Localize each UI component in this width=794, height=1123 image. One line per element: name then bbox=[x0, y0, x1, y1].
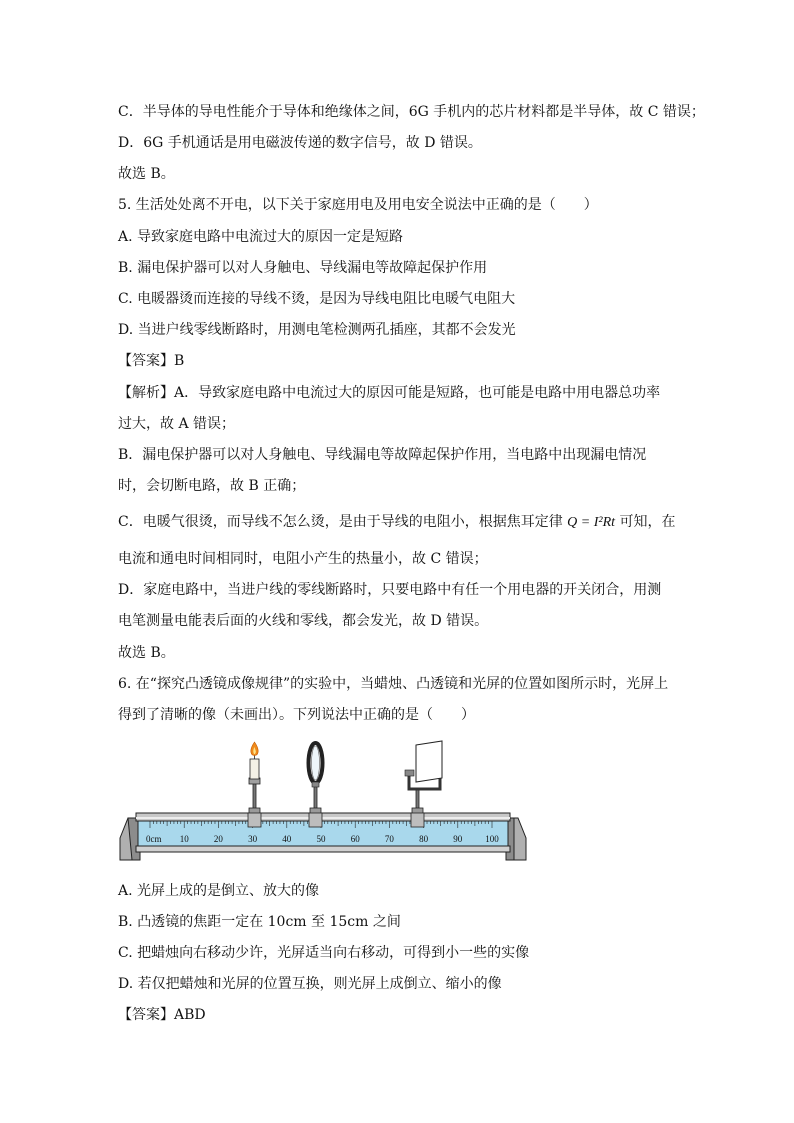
scale-label: 30 bbox=[248, 834, 258, 844]
scale-label: 90 bbox=[453, 834, 463, 844]
q5-explanation-line: 【解析】A．导致家庭电路中电流过大的原因可能是短路，也可能是电路中用电器总功率 bbox=[118, 385, 661, 401]
q6-option-a: A. 光屏上成的是倒立、放大的像 bbox=[118, 883, 320, 899]
scale-label: 70 bbox=[384, 834, 394, 844]
scale-label: 60 bbox=[350, 834, 360, 844]
scale-label: 50 bbox=[316, 834, 326, 844]
q5-explanation-line: B．漏电保护器可以对人身触电、导线漏电等故障起保护作用，当电路中出现漏电情况 bbox=[118, 447, 647, 463]
candle-body bbox=[250, 759, 259, 779]
scale-label: 10 bbox=[179, 834, 189, 844]
explanation-text: 可知，在 bbox=[615, 514, 676, 530]
scale-label: 40 bbox=[282, 834, 292, 844]
scale-label: 80 bbox=[419, 834, 429, 844]
candle-assembly bbox=[248, 742, 261, 827]
joule-law-formula: Q = I²Rt bbox=[567, 515, 616, 530]
q6-option-c: C. 把蜡烛向右移动少许，光屏适当向右移动，可得到小一些的实像 bbox=[118, 945, 530, 961]
question-6-stem: 得到了清晰的像（未画出）。下列说法中正确的是（ ） bbox=[118, 707, 475, 723]
question-6-stem: 6. 在“探究凸透镜成像规律”的实验中，当蜡烛、凸透镜和光屏的位置如图所示时，光屏上 bbox=[118, 676, 669, 692]
q5-explanation-line: 过大，故 A 错误； bbox=[118, 416, 236, 432]
q5-explanation-line: 电笔测量电能表后面的火线和零线，都会发光，故 D 错误。 bbox=[118, 613, 489, 629]
scale-label: 100 bbox=[485, 834, 499, 844]
q6-option-d: D. 若仅把蜡烛和光屏的位置互换，则光屏上成倒立、缩小的像 bbox=[118, 976, 502, 992]
q5-option-b: B. 漏电保护器可以对人身触电、导线漏电等故障起保护作用 bbox=[118, 260, 488, 276]
text-line: 故选 B。 bbox=[118, 166, 175, 182]
explanation-text: C．电暖气很烫，而导线不怎么烫，是由于导线的电阻小，根据焦耳定律 bbox=[118, 514, 568, 530]
convex-lens-assembly bbox=[309, 743, 323, 827]
q6-option-b: B. 凸透镜的焦距一定在 10cm 至 15cm 之间 bbox=[118, 914, 401, 930]
q5-selection: 故选 B。 bbox=[118, 645, 175, 661]
q5-answer: 【答案】B bbox=[118, 353, 185, 369]
text-line: D．6G 手机通话是用电磁波传递的数字信号，故 D 错误。 bbox=[118, 135, 482, 151]
light-screen bbox=[416, 741, 442, 782]
q5-explanation-line bbox=[118, 512, 675, 533]
optical-bench-figure bbox=[118, 740, 528, 870]
q5-explanation-line: D．家庭电路中，当进户线的零线断路时，只要电路中有任一个用电器的开关闭合，用测 bbox=[118, 582, 662, 598]
q5-option-d: D. 当进户线零线断路时，用测电笔检测两孔插座，其都不会发光 bbox=[118, 322, 516, 338]
question-5-stem: 5. 生活处处离不开电，以下关于家庭用电及用电安全说法中正确的是（ ） bbox=[118, 197, 598, 213]
q5-option-c: C. 电暖器烫而连接的导线不烫，是因为导线电阻比电暖气电阻大 bbox=[118, 291, 516, 307]
q5-option-a: A. 导致家庭电路中电流过大的原因一定是短路 bbox=[118, 229, 404, 245]
scale-label: 0cm bbox=[146, 834, 162, 844]
scale-label: 20 bbox=[213, 834, 223, 844]
q6-answer: 【答案】ABD bbox=[118, 1007, 206, 1023]
q5-explanation-line: 时，会切断电路，故 B 正确； bbox=[118, 478, 306, 494]
text-line: C．半导体的导电性能介于导体和绝缘体之间，6G 手机内的芯片材料都是半导体，故 C 错误； bbox=[118, 104, 705, 120]
q5-explanation-line: 电流和通电时间相同时，电阻小产生的热量小，故 C 错误； bbox=[118, 551, 488, 567]
